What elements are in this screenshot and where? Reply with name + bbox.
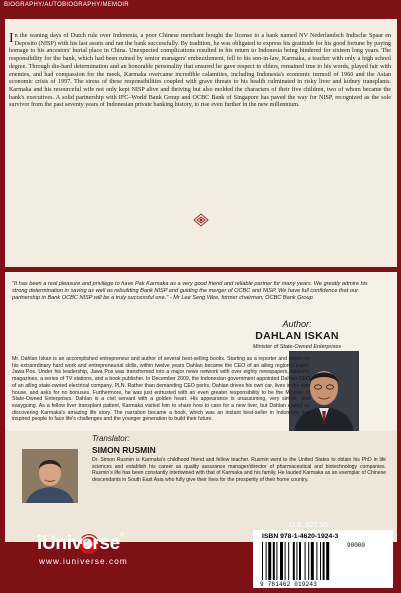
- publisher-name: iUniverse®: [37, 533, 124, 554]
- publisher-url: www.iuniverse.com: [39, 557, 128, 566]
- translator-name: SIMON RUSMIN: [92, 445, 156, 455]
- synopsis-text: In the waning days of Dutch rule over Indonesia, a poor Chinese merchant bought the license to a bank named NV Nederlandsch Indische Spaar en Deposito (NISP) with his last assets and ran the bank successfully. By tradition, he was obligated to express his gratitude for his good fortune by paying homage to his ancestors' burial place in China. Unexpected complications resulted in his return to Indonesia being hindered for sixteen long years. The responsibility for the bank, which had been ruined by senior managers' embezzlement, fell to his son-in-law, Karmaka, a teacher with only a high school degree. Through die-hard determination and an honorable personality that ensured he gave respect to elders, remained true to his words, played fair with enemies, and had compassion for the meek, Karmaka overcame incredible calamities, including Indonesia's economic turmoil of 1960 and the Asian economic crisis of 1997. The stress of these responsibilities coupled with grave threats to his health culminated in risky liver and kidney transplants. Karmaka and his resourceful wife not only kept NISP alive and thriving but also molded the characters of their five children, two of whom became the bank's executives. A solid partnership with IFC–World Bank Group and OCBC Bank of Singapore has paved the way for NISP, recognized as the sole survivor from the past seventy years of Indonesian private banking history, to rise even further in the new millennium.: [9, 31, 391, 109]
- isbn-barcode: [262, 542, 342, 580]
- author-role-label: Author:: [282, 319, 312, 329]
- translator-photo: [22, 449, 78, 503]
- isbn-label: ISBN 978-1-4620-1924-3: [262, 533, 339, 540]
- translator-role-label: Translator:: [92, 434, 130, 443]
- translator-bio: Dr. Simon Rusmin is Karmaka's childhood friend and fellow teacher. Rusmin went to the United States to obtain his PhD in life sciences and establish his career as quality assurance manager/director of pharmaceutical and biotechnology companies. Rusmin's life has been constantly intertwined with that of Karmaka and his family. He lauded Karmaka as an exemplar of Chinese descendants in South East Asia who fully give their lives for the prosperity of their home country.: [92, 457, 386, 483]
- author-name: DAHLAN ISKAN: [255, 330, 339, 342]
- barcode-digits: 9 781462 019243: [260, 581, 318, 588]
- price-code: 90000: [347, 542, 366, 549]
- author-bio: Mr. Dahlan Iskan is an accomplished entrepreneur and author of several best-selling books. Starting as a reporter and driven by his extraordinary hard work and entrepreneurial skills, within twelve years Dahlan became the CEO of an ailing regional paper, Jawa Pos. Under his leadership, Jawa Pos was transformed into a major news network with over eighty newspapers, tabloids, magazines, a series of TV stations, and a book publisher. In December 2009, the Indonesian government appointed Dahlan CEO of an ailing state-owned electrical company, PLN. Rather than demanding CEO perks, Dahlan drives his own car, lives in his own house, and asks for no bonuses. Furthermore, he was just entrusted with an even greater responsibility to be the Minister of State-Owned Enterprises. Dahlan is a civil servant with a golden heart. His appearance is unassuming, very simple, and easygoing. As a fellow liver transplant patient, Karmaka visited him to share how to care for a new liver, but Dahlan ended up discovering Karmaka's amazing life story. The narration became a book, which was an instant best-seller in Indonesia that inspired people to face life's challenges and the younger generation to build their future.: [12, 356, 310, 423]
- genre-label: BIOGRAPHY/AUTOBIOGRAPHY/MEMOIR: [4, 2, 129, 8]
- price-label: U.S. $27.95: [289, 520, 329, 529]
- author-title: Minister of State-Owned Enterprises: [252, 344, 342, 350]
- endorsement-quote: "It has been a real pleasure and privilege to have Pak Karmaka as a very good friend and reliable partner for many years. We greatly admire his strong determination in saving as well as rebuilding Bank NISP and guiding the merger of OCBC and NISP. We have full confidence that our partnership in Bank OCBC NISP will be a truly successful one." - Mr Lee Seng Wee, former chairman, OCBC Bank Group: [12, 281, 368, 301]
- ornament-icon: [193, 213, 209, 227]
